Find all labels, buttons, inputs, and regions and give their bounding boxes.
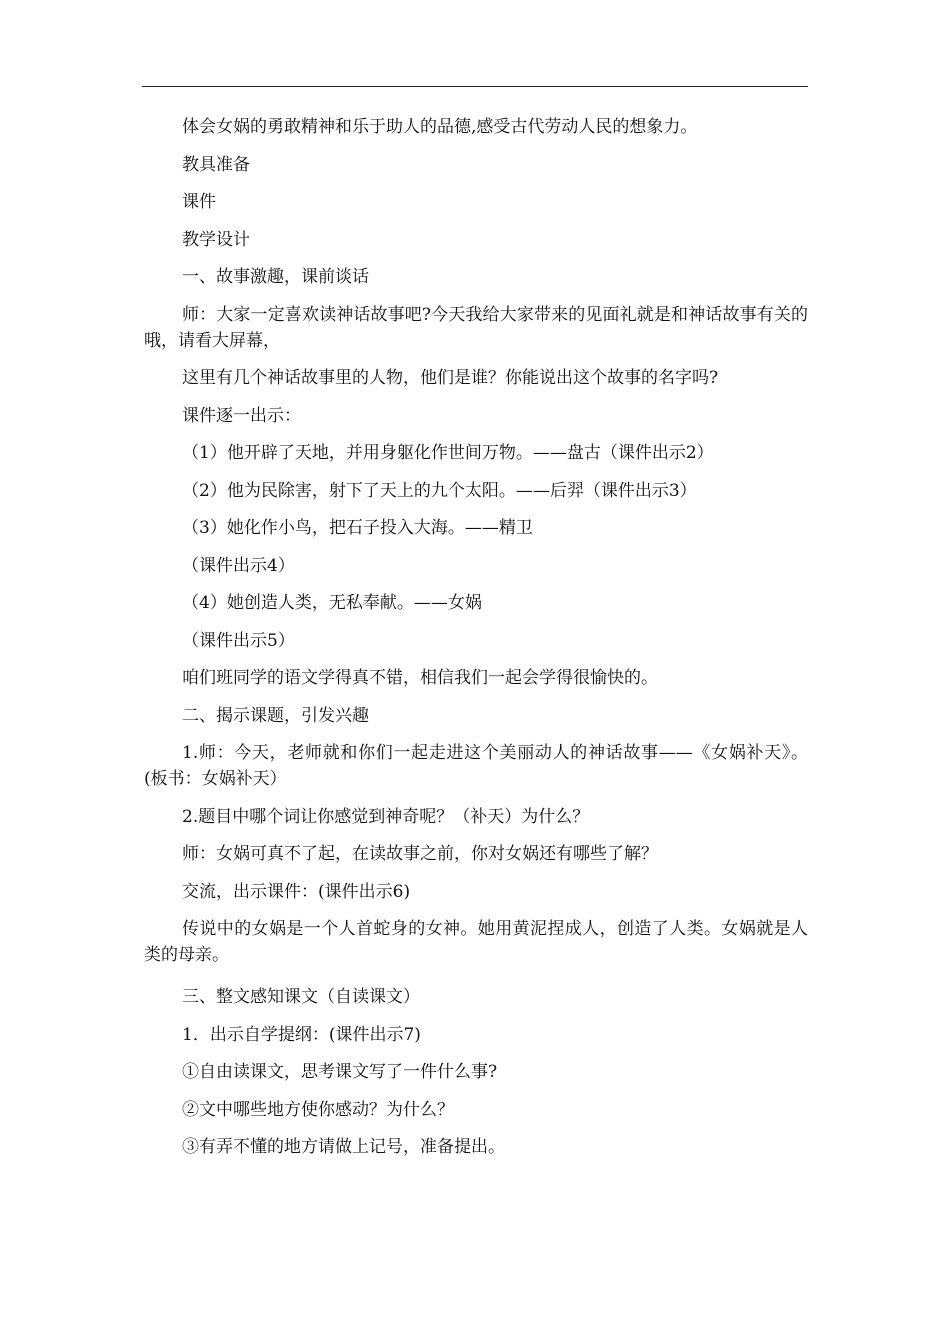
list-item: （3）她化作小鸟，把石子投入大海。——精卫 (182, 518, 533, 538)
paragraph: 1．出示自学提纲：(课件出示7) (182, 1024, 421, 1045)
section-heading: 教具准备 (182, 154, 250, 175)
paragraph: （课件出示4） (182, 555, 295, 576)
header-rule (142, 86, 808, 87)
paragraph: （课件出示5） (182, 630, 295, 651)
paragraph: 师：女娲可真不了起，在读故事之前，你对女娲还有哪些了解？ (182, 844, 658, 864)
paragraph: 传说中的女娲是一个人首蛇身的女神。她用黄泥捏成人，创造了人类。女娲就是人类的母亲。 (144, 919, 808, 965)
paragraph: 1.师：今天，老师就和你们一起走进这个美丽动人的神话故事——《女娲补天》。(板书：女娲补天） (144, 743, 808, 789)
list-item: （1）他开辟了天地，并用身躯化作世间万物。——盘古（课件出示2） (182, 443, 714, 463)
paragraph: 2.题目中哪个词让你感觉到神奇呢？（补天）为什么？ (182, 806, 590, 827)
document-body (144, 114, 808, 1172)
paragraph: 体会女娲的勇敢精神和乐于助人的品德,感受古代劳动人民的想象力。 (182, 117, 698, 137)
paragraph: 交流，出示课件：(课件出示6) (182, 881, 411, 902)
list-item: （2）他为民除害，射下了天上的九个太阳。——后羿（课件出示3） (182, 480, 697, 501)
list-item: ③有弄不懂的地方请做上记号，准备提出。 (182, 1137, 505, 1157)
list-item: （4）她创造人类，无私奉献。——女娲 (182, 593, 482, 613)
section-heading: 二、揭示课题，引发兴趣 (182, 705, 369, 726)
paragraph: 咱们班同学的语文学得真不错，相信我们一起会学得很愉快的。 (182, 668, 658, 688)
paragraph: 课件 (182, 192, 216, 212)
list-item: ②文中哪些地方使你感动？为什么？ (182, 1099, 454, 1120)
paragraph: 师：大家一定喜欢读神话故事吧?今天我给大家带来的见面礼就是和神话故事有关的哦，请看大屏幕， (144, 304, 808, 351)
paragraph: 课件逐一出示： (182, 405, 301, 426)
section-heading: 一、故事激趣，课前谈话 (182, 267, 369, 287)
section-heading: 教学设计 (182, 229, 250, 250)
section-heading: 三、整文感知课文（自读课文） (182, 987, 420, 1007)
paragraph: 这里有几个神话故事里的人物，他们是谁？你能说出这个故事的名字吗? (182, 368, 719, 388)
list-item: ①自由读课文，思考课文写了一件什么事? (182, 1062, 498, 1082)
